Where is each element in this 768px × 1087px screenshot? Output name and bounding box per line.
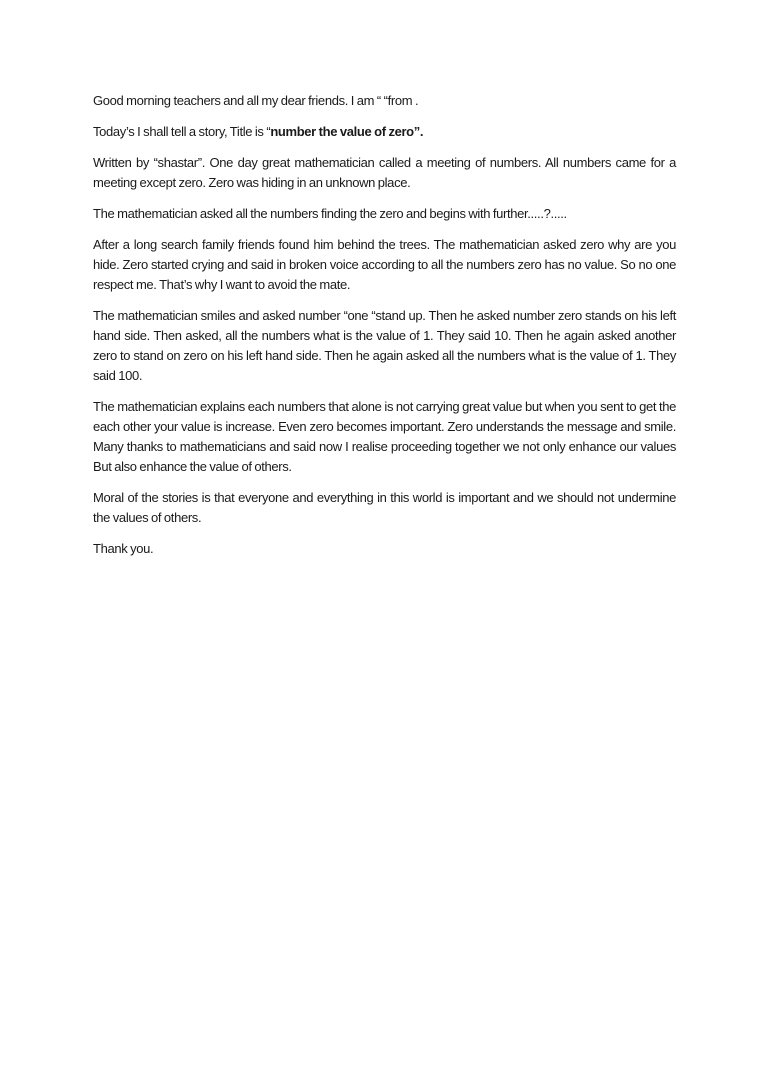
story-paragraph: The mathematician asked all the numbers finding the zero and begins with further.....?..... [93,206,567,221]
greeting-paragraph: Good morning teachers and all my dear friends. I am “ “from . [93,93,419,108]
story-title: number the value of zero”. [270,124,424,139]
document-body [93,91,676,570]
title-paragraph [93,122,676,142]
moral-paragraph: Moral of the stories is that everyone and everything in this world is important and we should not undermine the values of others. [93,490,676,525]
story-paragraph: Written by “shastar”. One day great mathematician called a meeting of numbers. All numbers came for a meeting except zero. Zero was hiding in an unknown place. [93,155,676,190]
story-paragraph: The mathematician explains each numbers that alone is not carrying great value but when you sent to get the each other your value is increase. Even zero becomes important. Zero understands the message and smile. Many thanks to mathematicians and said now I realise proceeding together we not only enhance our values But also enhance the value of others. [93,399,676,474]
title-intro-text: Today’s I shall tell a story, Title is “ [93,124,271,139]
story-paragraph: After a long search family friends found him behind the trees. The mathematician asked zero why are you hide. Zero started crying and said in broken voice according to all the numbers zero has no value. So no one respect me. That’s why I want to avoid the mate. [93,237,676,292]
story-paragraph: The mathematician smiles and asked number “one “stand up. Then he asked number zero stands on his left hand side. Then asked, all the numbers what is the value of 1. They said 10. Then he again asked another zero to stand on zero on his left hand side. Then he again asked all the numbers what is the value of 1. They said 100. [93,308,676,383]
closing-paragraph: Thank you. [93,541,154,556]
